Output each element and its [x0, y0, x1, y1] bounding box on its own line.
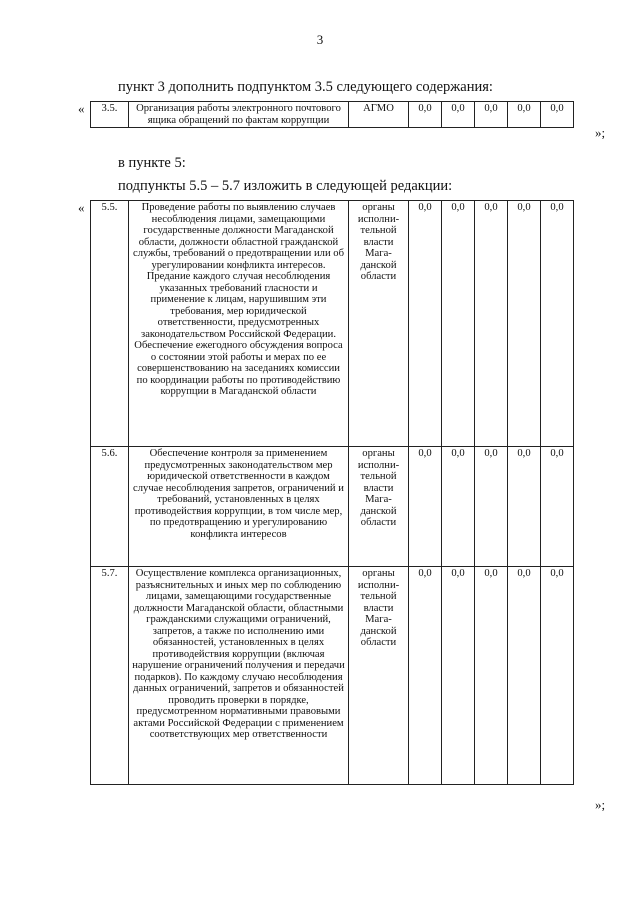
row-value: 0,0 [442, 102, 475, 128]
paragraph-item-5: в пункте 5: [118, 155, 186, 171]
row-value: 0,0 [409, 567, 442, 785]
paragraph-subitems-5-5-5-7: подпункты 5.5 – 5.7 изложить в следующей редакции: [118, 178, 453, 194]
closing-quote: »; [595, 797, 606, 812]
row-value: 0,0 [442, 447, 475, 567]
table-item-3-5 [90, 101, 574, 128]
row-text: Осуществление комплекса организационных, разъяснительных и иных мер по соблюдению лицами, замещающими государственные должности Магаданской области, областными гражданскими служащими ограничений, запретов, а также по исполнению ими обязанностей, установленных в целях противодействия коррупции (включая нарушение ограничений получения и передачи подарков). По каждому случаю несоблюдения данных ограничений, запретов и обязанностей проводить проверки в порядке, предусмотренном нормативными правовыми актами Российской Федерации с применением соответствующих мер ответственности [129, 567, 349, 785]
row-value: 0,0 [409, 102, 442, 128]
table-row [91, 567, 574, 785]
table-row [91, 102, 574, 128]
row-value: 0,0 [508, 447, 541, 567]
row-executor: АГМО [349, 102, 409, 128]
row-value: 0,0 [409, 447, 442, 567]
page-number: 3 [316, 32, 324, 47]
row-value: 0,0 [541, 447, 574, 567]
opening-quote: « [78, 200, 85, 215]
table-row [91, 447, 574, 567]
row-executor: органы исполни-тельной власти Мага-данской области [349, 447, 409, 567]
row-value: 0,0 [475, 567, 508, 785]
opening-quote: « [78, 101, 85, 116]
row-executor: органы исполни-тельной власти Мага-данской области [349, 567, 409, 785]
row-text: Проведение работы по выявлению случаев несоблюдения лицами, замещающими государственные должности Магаданской области, должности областной гражданской службы, требований о предотвращении или об урегулировании конфликта интересов. Предание каждого случая несоблюдения указанных требований гласности и применение к лицам, нарушившим эти требования, мер юридической ответственности, предусмотренных законодательством Российской Федерации. Обеспечение ежегодного обсуждения вопроса о состоянии этой работы и мерах по ее совершенствованию на заседаниях комиссии по координации работы по противодействию коррупции в Магаданской области [129, 201, 349, 447]
row-number: 5.5. [91, 201, 129, 447]
row-value: 0,0 [475, 447, 508, 567]
row-text: Организация работы электронного почтового ящика обращений по фактам коррупции [129, 102, 349, 128]
row-executor: органы исполни-тельной власти Мага-данской области [349, 201, 409, 447]
table-items-5-5-5-7 [90, 200, 574, 785]
row-value: 0,0 [541, 102, 574, 128]
row-value: 0,0 [475, 201, 508, 447]
row-value: 0,0 [541, 567, 574, 785]
row-value: 0,0 [508, 201, 541, 447]
row-value: 0,0 [442, 201, 475, 447]
row-value: 0,0 [508, 102, 541, 128]
row-value: 0,0 [409, 201, 442, 447]
closing-quote: »; [595, 125, 606, 140]
row-number: 5.7. [91, 567, 129, 785]
row-value: 0,0 [508, 567, 541, 785]
paragraph-item-3-addition: пункт 3 дополнить подпунктом 3.5 следующего содержания: [118, 79, 493, 95]
row-number: 5.6. [91, 447, 129, 567]
table-row [91, 201, 574, 447]
row-text: Обеспечение контроля за применением предусмотренных законодательством мер юридической ответственности в каждом случае несоблюдения запретов, ограничений и требований, установленных в целях противодействия коррупции, в том числе мер, по предотвращению и урегулированию конфликта интересов [129, 447, 349, 567]
row-value: 0,0 [442, 567, 475, 785]
row-number: 3.5. [91, 102, 129, 128]
row-value: 0,0 [541, 201, 574, 447]
row-value: 0,0 [475, 102, 508, 128]
